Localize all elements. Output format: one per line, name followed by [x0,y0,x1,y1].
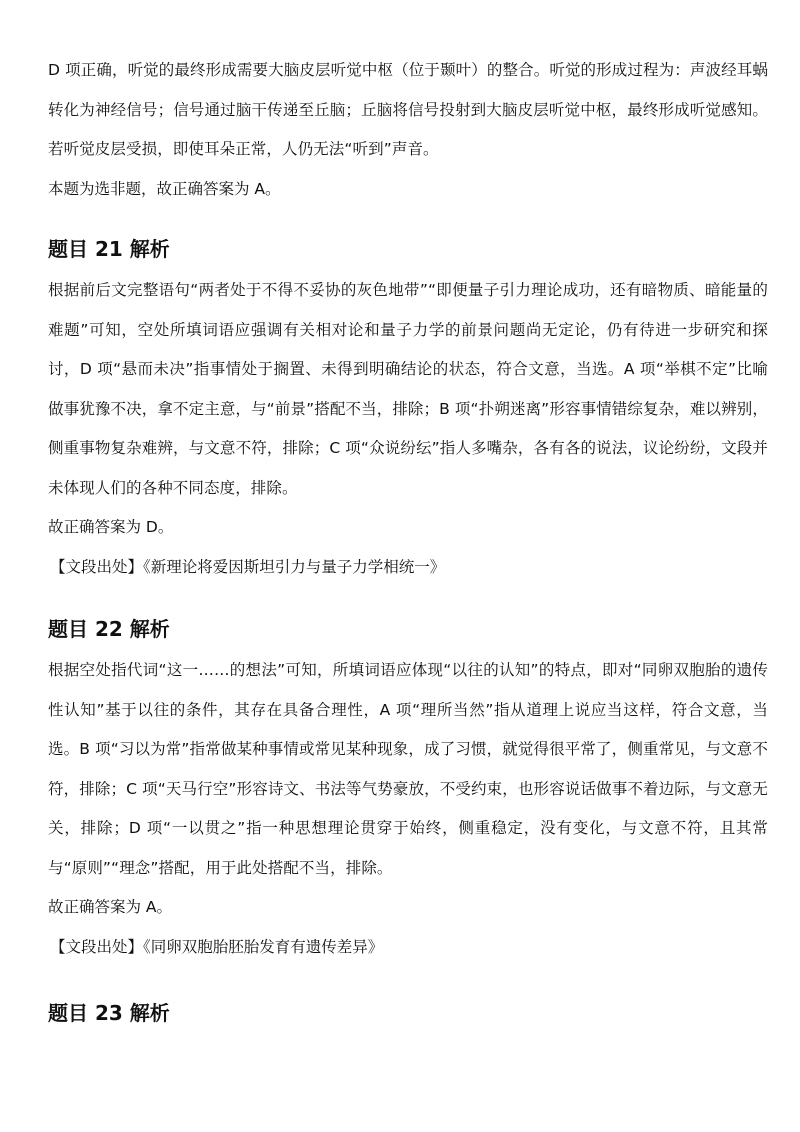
q22-source-line: 【文段出处】《同卵双胞胎胚胎发育有遗传差异》 [50,937,384,956]
q22-answer-line: 故正确答案为 A。 [48,898,173,916]
document-page [48,0,768,1028]
q21-source-line: 【文段出处】《新理论将爱因斯坦引力与量子力学相统一》 [50,557,446,576]
prev-answer-line: 本题为选非题，故正确答案为 A。 [48,179,281,198]
q21-heading: 题目 21 解析 [48,237,170,261]
prev-explanation-paragraph: D 项正确，听觉的最终形成需要大脑皮层听觉中枢（位于颞叶）的整合。听觉的形成过程为：声波经耳蜗转化为神经信号；信号通过脑干传递至丘脑；丘脑将信号投射到大脑皮层听觉中枢，最终形成听觉感知。若听觉皮层受损，即使耳朵正常，人仍无法“听到”声音。 [48,61,768,158]
q22-heading: 题目 22 解析 [48,617,170,641]
q23-heading: 题目 23 解析 [48,1001,170,1025]
q22-explanation-paragraph: 根据空处指代词“这一……的想法”可知，所填词语应体现“以往的认知”的特点，即对“同卵双胞胎的遗传性认知”基于以往的条件，其存在具备合理性，A 项“理所当然”指从道理上说应当这样，符合文意，当选。B 项“习以为常”指常做某种事情或常见某种现象，成了习惯，就觉得很平常了，侧重常见，与文意不符，排除；C 项“天马行空”形容诗文、书法等气势豪放，不受约束，也形容说话做事不着边际，与文意无关，排除；D 项“一以贯之”指一种思想理论贯穿于始终，侧重稳定，没有变化，与文意不符，且其常与“原则”“理念”搭配，用于此处搭配不当，排除。 [48,661,768,877]
q21-answer-line: 故正确答案为 D。 [48,518,174,536]
q21-explanation-paragraph: 根据前后文完整语句“两者处于不得不妥协的灰色地带”“即便量子引力理论成功，还有暗物质、暗能量的难题”可知，空处所填词语应强调有关相对论和量子力学的前景问题尚无定论，仍有待进一步研究和探讨，D 项“悬而未决”指事情处于搁置、未得到明确结论的状态，符合文意，当选。A 项“举棋不定”比喻做事犹豫不决，拿不定主意，与“前景”搭配不当，排除；B 项“扑朔迷离”形容事情错综复杂，难以辨别，侧重事物复杂难辨，与文意不符，排除；C 项“众说纷纭”指人多嘴杂，各有各的说法，议论纷纷，文段并未体现人们的各种不同态度，排除。 [48,281,768,497]
